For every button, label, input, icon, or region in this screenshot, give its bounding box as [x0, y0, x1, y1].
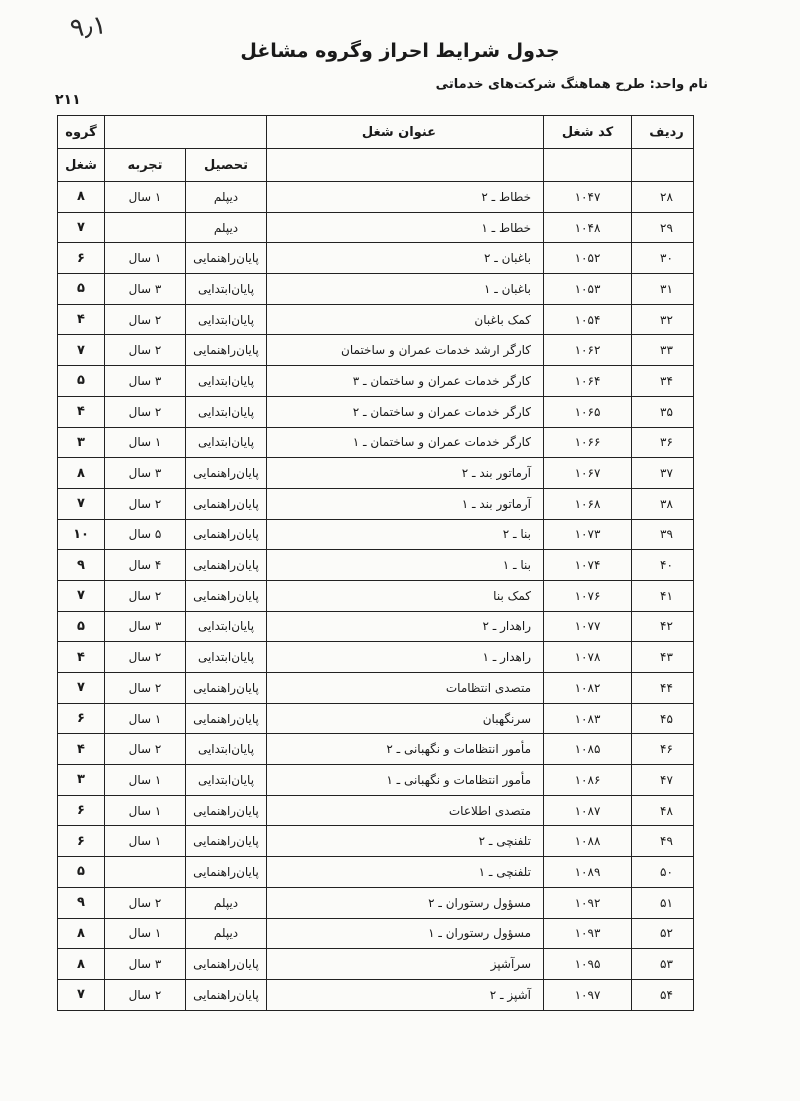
cell-experience: ۱ سال	[105, 918, 186, 949]
table-row	[58, 979, 694, 1010]
page-title: جدول شرایط احراز وگروه مشاغل	[240, 40, 560, 62]
cell-education: پایان‌راهنمایی	[186, 458, 267, 489]
table-row	[58, 366, 694, 397]
cell-job-group: ۱۰	[58, 519, 105, 550]
header-job-code: کد شغل	[544, 116, 632, 149]
cell-job-title: مسؤول رستوران ـ ۱	[267, 918, 544, 949]
cell-job-title: سرنگهبان	[267, 703, 544, 734]
cell-job-code: ۱۰۸۵	[544, 734, 632, 765]
cell-row-number: ۳۲	[632, 304, 694, 335]
subheader-blank-code	[544, 149, 632, 182]
cell-job-code: ۱۰۴۷	[544, 182, 632, 213]
cell-row-number: ۴۰	[632, 550, 694, 581]
cell-job-code: ۱۰۸۸	[544, 826, 632, 857]
cell-education: پایان‌ابتدایی	[186, 734, 267, 765]
cell-job-title: باغبان ـ ۲	[267, 243, 544, 274]
cell-job-group: ۶	[58, 826, 105, 857]
cell-row-number: ۵۰	[632, 857, 694, 888]
cell-experience: ۱ سال	[105, 795, 186, 826]
cell-experience: ۳ سال	[105, 611, 186, 642]
table-row	[58, 182, 694, 213]
table-row	[58, 795, 694, 826]
cell-experience: ۵ سال	[105, 519, 186, 550]
cell-education: پایان‌راهنمایی	[186, 488, 267, 519]
cell-row-number: ۴۷	[632, 765, 694, 796]
cell-education: دیپلم	[186, 182, 267, 213]
cell-experience: ۲ سال	[105, 887, 186, 918]
cell-experience: ۱ سال	[105, 182, 186, 213]
table-row	[58, 734, 694, 765]
cell-education: پایان‌راهنمایی	[186, 979, 267, 1010]
cell-job-title: سرآشپز	[267, 949, 544, 980]
cell-education: پایان‌راهنمایی	[186, 550, 267, 581]
cell-job-code: ۱۰۸۳	[544, 703, 632, 734]
cell-education: پایان‌راهنمایی	[186, 826, 267, 857]
cell-job-group: ۸	[58, 918, 105, 949]
table-row	[58, 488, 694, 519]
table-row	[58, 580, 694, 611]
cell-experience: ۴ سال	[105, 550, 186, 581]
cell-job-group: ۶	[58, 243, 105, 274]
cell-education: پایان‌راهنمایی	[186, 703, 267, 734]
cell-row-number: ۳۶	[632, 427, 694, 458]
cell-job-code: ۱۰۶۷	[544, 458, 632, 489]
cell-job-group: ۸	[58, 458, 105, 489]
cell-row-number: ۵۴	[632, 979, 694, 1010]
cell-experience: ۲ سال	[105, 642, 186, 673]
cell-job-code: ۱۰۶۴	[544, 366, 632, 397]
table-row	[58, 212, 694, 243]
cell-job-group: ۷	[58, 580, 105, 611]
cell-row-number: ۴۵	[632, 703, 694, 734]
cell-experience: ۳ سال	[105, 458, 186, 489]
cell-education: پایان‌راهنمایی	[186, 519, 267, 550]
header-group-bottom: شغل	[58, 149, 105, 182]
cell-job-title: کارگر خدمات عمران و ساختمان ـ ۲	[267, 396, 544, 427]
cell-job-group: ۷	[58, 979, 105, 1010]
table-row	[58, 458, 694, 489]
cell-job-code: ۱۰۹۲	[544, 887, 632, 918]
cell-row-number: ۵۳	[632, 949, 694, 980]
cell-row-number: ۴۲	[632, 611, 694, 642]
cell-experience: ۲ سال	[105, 673, 186, 704]
cell-education: پایان‌راهنمایی	[186, 673, 267, 704]
cell-row-number: ۵۱	[632, 887, 694, 918]
cell-job-code: ۱۰۹۳	[544, 918, 632, 949]
table-row	[58, 396, 694, 427]
cell-experience: ۱ سال	[105, 427, 186, 458]
cell-job-title: آرماتور بند ـ ۲	[267, 458, 544, 489]
cell-job-group: ۵	[58, 366, 105, 397]
cell-row-number: ۴۳	[632, 642, 694, 673]
table-header-row	[58, 116, 694, 149]
cell-job-code: ۱۰۶۸	[544, 488, 632, 519]
cell-job-code: ۱۰۴۸	[544, 212, 632, 243]
cell-job-group: ۴	[58, 734, 105, 765]
header-group-top: گروه	[58, 116, 105, 149]
cell-row-number: ۲۸	[632, 182, 694, 213]
cell-row-number: ۳۷	[632, 458, 694, 489]
cell-education: دیپلم	[186, 887, 267, 918]
cell-job-title: کمک بنا	[267, 580, 544, 611]
table-row	[58, 519, 694, 550]
cell-education: پایان‌راهنمایی	[186, 580, 267, 611]
cell-job-group: ۳	[58, 427, 105, 458]
cell-job-title: کارگر خدمات عمران و ساختمان ـ ۱	[267, 427, 544, 458]
cell-job-title: بنا ـ ۱	[267, 550, 544, 581]
table-row	[58, 335, 694, 366]
cell-job-title: راهدار ـ ۱	[267, 642, 544, 673]
cell-row-number: ۳۵	[632, 396, 694, 427]
cell-job-code: ۱۰۹۷	[544, 979, 632, 1010]
header-education: تحصیل	[186, 149, 267, 182]
cell-job-title: راهدار ـ ۲	[267, 611, 544, 642]
cell-job-code: ۱۰۷۸	[544, 642, 632, 673]
cell-education: دیپلم	[186, 212, 267, 243]
cell-job-title: تلفنچی ـ ۱	[267, 857, 544, 888]
cell-education: پایان‌راهنمایی	[186, 243, 267, 274]
table-row	[58, 765, 694, 796]
table-row	[58, 427, 694, 458]
cell-row-number: ۴۶	[632, 734, 694, 765]
cell-job-code: ۱۰۸۲	[544, 673, 632, 704]
cell-job-group: ۹	[58, 887, 105, 918]
cell-job-group: ۶	[58, 703, 105, 734]
cell-job-code: ۱۰۶۶	[544, 427, 632, 458]
cell-job-title: مسؤول رستوران ـ ۲	[267, 887, 544, 918]
table-row	[58, 918, 694, 949]
table-row	[58, 887, 694, 918]
table-body	[58, 182, 694, 1011]
cell-job-group: ۶	[58, 795, 105, 826]
table-row	[58, 611, 694, 642]
cell-job-title: باغبان ـ ۱	[267, 274, 544, 305]
table-row	[58, 550, 694, 581]
cell-job-title: خطاط ـ ۱	[267, 212, 544, 243]
cell-experience: ۳ سال	[105, 949, 186, 980]
cell-education: پایان‌راهنمایی	[186, 795, 267, 826]
cell-experience: ۲ سال	[105, 580, 186, 611]
cell-row-number: ۴۱	[632, 580, 694, 611]
cell-row-number: ۳۹	[632, 519, 694, 550]
cell-job-code: ۱۰۷۴	[544, 550, 632, 581]
cell-job-code: ۱۰۷۶	[544, 580, 632, 611]
cell-job-code: ۱۰۶۵	[544, 396, 632, 427]
header-row-number: ردیف	[632, 116, 694, 149]
cell-job-group: ۳	[58, 765, 105, 796]
table-row	[58, 703, 694, 734]
cell-job-code: ۱۰۵۲	[544, 243, 632, 274]
cell-job-code: ۱۰۶۲	[544, 335, 632, 366]
cell-job-title: بنا ـ ۲	[267, 519, 544, 550]
cell-education: پایان‌ابتدایی	[186, 611, 267, 642]
cell-education: پایان‌راهنمایی	[186, 335, 267, 366]
handwritten-note: ۹٫۱	[68, 10, 108, 44]
cell-experience: ۱ سال	[105, 826, 186, 857]
cell-experience: ۲ سال	[105, 304, 186, 335]
cell-job-title: آشپز ـ ۲	[267, 979, 544, 1010]
cell-job-group: ۵	[58, 274, 105, 305]
header-requirements-blank	[105, 116, 267, 149]
cell-row-number: ۵۲	[632, 918, 694, 949]
cell-education: پایان‌ابتدایی	[186, 396, 267, 427]
table-row	[58, 857, 694, 888]
cell-job-group: ۵	[58, 857, 105, 888]
cell-experience: ۳ سال	[105, 366, 186, 397]
cell-job-code: ۱۰۸۹	[544, 857, 632, 888]
cell-job-group: ۷	[58, 212, 105, 243]
table-row	[58, 274, 694, 305]
cell-job-group: ۴	[58, 396, 105, 427]
table-row	[58, 642, 694, 673]
cell-job-title: متصدی اطلاعات	[267, 795, 544, 826]
cell-education: پایان‌ابتدایی	[186, 304, 267, 335]
cell-row-number: ۴۸	[632, 795, 694, 826]
cell-job-group: ۴	[58, 304, 105, 335]
cell-education: پایان‌راهنمایی	[186, 949, 267, 980]
cell-experience: ۲ سال	[105, 335, 186, 366]
table-row	[58, 826, 694, 857]
cell-education: پایان‌ابتدایی	[186, 274, 267, 305]
cell-education: پایان‌ابتدایی	[186, 366, 267, 397]
cell-row-number: ۴۴	[632, 673, 694, 704]
cell-experience	[105, 212, 186, 243]
cell-job-group: ۴	[58, 642, 105, 673]
header-experience: تجربه	[105, 149, 186, 182]
table-row	[58, 304, 694, 335]
cell-job-group: ۸	[58, 949, 105, 980]
cell-job-code: ۱۰۸۷	[544, 795, 632, 826]
table-subheader-row	[58, 149, 694, 182]
table-row	[58, 673, 694, 704]
job-requirements-table	[57, 115, 694, 1011]
cell-job-group: ۷	[58, 335, 105, 366]
cell-education: پایان‌ابتدایی	[186, 642, 267, 673]
cell-education: پایان‌ابتدایی	[186, 427, 267, 458]
cell-education: پایان‌راهنمایی	[186, 857, 267, 888]
cell-job-title: کمک باغبان	[267, 304, 544, 335]
cell-row-number: ۳۰	[632, 243, 694, 274]
cell-row-number: ۴۹	[632, 826, 694, 857]
cell-education: دیپلم	[186, 918, 267, 949]
cell-experience: ۲ سال	[105, 734, 186, 765]
cell-job-title: تلفنچی ـ ۲	[267, 826, 544, 857]
cell-experience: ۲ سال	[105, 396, 186, 427]
cell-row-number: ۳۳	[632, 335, 694, 366]
cell-job-group: ۹	[58, 550, 105, 581]
subheader-blank-title	[267, 149, 544, 182]
cell-experience: ۲ سال	[105, 488, 186, 519]
cell-row-number: ۳۸	[632, 488, 694, 519]
table-row	[58, 949, 694, 980]
cell-job-title: خطاط ـ ۲	[267, 182, 544, 213]
cell-job-code: ۱۰۷۷	[544, 611, 632, 642]
cell-job-title: آرماتور بند ـ ۱	[267, 488, 544, 519]
cell-job-code: ۱۰۸۶	[544, 765, 632, 796]
cell-experience: ۱ سال	[105, 765, 186, 796]
cell-row-number: ۲۹	[632, 212, 694, 243]
cell-experience: ۱ سال	[105, 703, 186, 734]
cell-experience: ۱ سال	[105, 243, 186, 274]
cell-job-code: ۱۰۵۴	[544, 304, 632, 335]
cell-job-code: ۱۰۵۳	[544, 274, 632, 305]
cell-job-title: کارگر خدمات عمران و ساختمان ـ ۳	[267, 366, 544, 397]
cell-row-number: ۳۴	[632, 366, 694, 397]
cell-education: پایان‌ابتدایی	[186, 765, 267, 796]
cell-job-title: کارگر ارشد خدمات عمران و ساختمان	[267, 335, 544, 366]
page-number: ۲۱۱	[55, 92, 81, 108]
cell-job-group: ۷	[58, 673, 105, 704]
cell-job-group: ۷	[58, 488, 105, 519]
cell-job-title: مأمور انتظامات و نگهبانی ـ ۲	[267, 734, 544, 765]
subheader-blank-row	[632, 149, 694, 182]
cell-job-code: ۱۰۹۵	[544, 949, 632, 980]
cell-job-title: متصدی انتظامات	[267, 673, 544, 704]
cell-experience: ۳ سال	[105, 274, 186, 305]
unit-name: نام واحد: طرح هماهنگ شرکت‌های خدماتی	[435, 77, 708, 92]
cell-experience: ۲ سال	[105, 979, 186, 1010]
cell-job-title: مأمور انتظامات و نگهبانی ـ ۱	[267, 765, 544, 796]
cell-row-number: ۳۱	[632, 274, 694, 305]
header-job-title: عنوان شغل	[267, 116, 544, 149]
cell-experience	[105, 857, 186, 888]
table-row	[58, 243, 694, 274]
cell-job-group: ۵	[58, 611, 105, 642]
cell-job-group: ۸	[58, 182, 105, 213]
cell-job-code: ۱۰۷۳	[544, 519, 632, 550]
